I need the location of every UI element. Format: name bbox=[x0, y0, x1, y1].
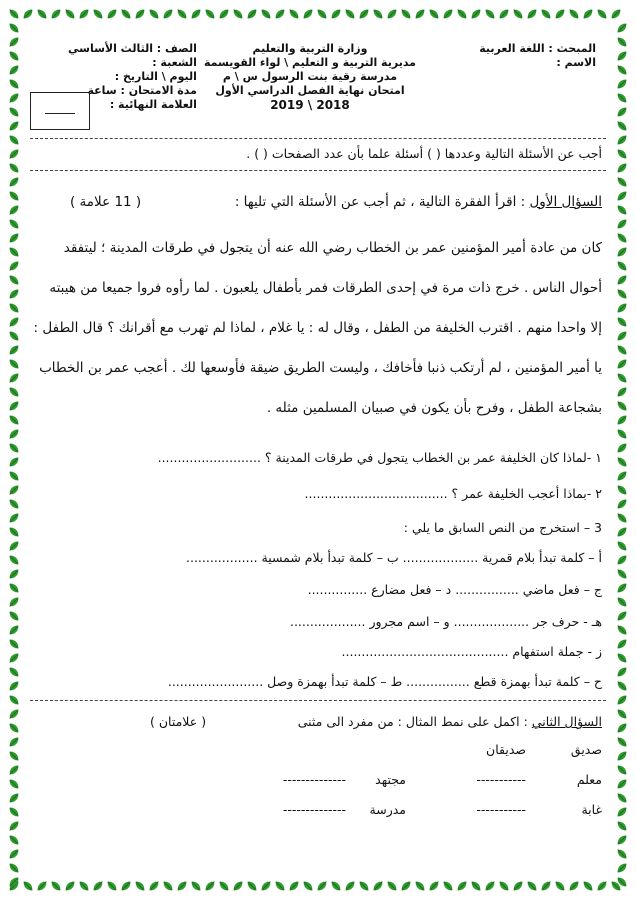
q1-title: السؤال الأول bbox=[529, 194, 602, 210]
divider bbox=[30, 700, 606, 701]
header-middle bbox=[204, 42, 416, 112]
q2-example-answer: صديقان bbox=[486, 742, 526, 757]
q2-blank: ----------- bbox=[476, 772, 526, 787]
q1-marks: ( 11 علامة ) bbox=[70, 194, 142, 210]
q1-prompt: : اقرأ الفقرة التالية ، ثم أجب عن الأسئلة التي تليها : bbox=[234, 194, 530, 210]
school-label: مدرسة رقية بنت الرسول س \ م bbox=[222, 70, 398, 83]
q2-word: معلم bbox=[576, 772, 602, 787]
ministry-label: وزارة التربية والتعليم bbox=[252, 42, 368, 55]
grade-box bbox=[30, 92, 90, 130]
instructions: أجب عن الأسئلة التالية وعددها ( ) أسئلة علما بأن عدد الصفحات ( ) . bbox=[246, 146, 602, 161]
question-3a: أ – كلمة تبدأ بلام قمرية ................... ب – كلمة تبدأ بلام شمسية .................. bbox=[186, 550, 602, 565]
question-1: ١ -لماذا كان الخليفة عمر بن الخطاب يتجول في طرقات المدينة ؟ .......................... bbox=[157, 450, 602, 465]
question-3e: هـ - حرف جر ................... و – اسم مجرور ................... bbox=[289, 614, 602, 629]
q1-header bbox=[30, 194, 602, 210]
divider bbox=[30, 170, 606, 171]
date-label: اليوم \ التاريخ : bbox=[114, 70, 197, 83]
passage-line: كان من عادة أمير المؤمنين عمر بن الخطاب رضي الله عنه أن يتجول في طرقات المدينة ؛ ليتفقد bbox=[63, 240, 602, 256]
q2-marks: ( علامتان ) bbox=[150, 714, 207, 729]
question-3: 3 – استخرج من النص السابق ما يلي : bbox=[403, 520, 602, 535]
exam-page bbox=[30, 30, 606, 870]
q2-example-word: صديق bbox=[570, 742, 602, 757]
question-3c: ج – فعل ماضي ................ د – فعل مضارع ............... bbox=[307, 582, 602, 597]
q2-word: غابة bbox=[581, 802, 602, 817]
question-2: ٢ -بماذا أعجب الخليفة عمر ؟ .................................... bbox=[304, 486, 602, 501]
q2-header bbox=[30, 714, 602, 729]
grade-label: الصف : الثالث الأساسي bbox=[68, 42, 197, 55]
subject-label: المبحث : اللغة العربية bbox=[479, 42, 596, 55]
q2-prompt: : اكمل على نمط المثال : من مفرد الى مثنى bbox=[297, 714, 532, 729]
directorate-label: مديرية التربية و التعليم \ لواء القويسمة bbox=[203, 56, 416, 69]
exam-title: امتحان نهاية الفصل الدراسي الأول bbox=[215, 84, 405, 97]
exam-year: 2018 \ 2019 bbox=[270, 98, 350, 112]
name-label: الاسم : bbox=[556, 56, 596, 69]
final-mark-label: العلامة النهائية : bbox=[109, 98, 197, 111]
q2-blank: -------------- bbox=[282, 772, 346, 787]
q2-word: مجتهد bbox=[375, 772, 406, 787]
header-right bbox=[479, 42, 596, 70]
q2-blank: -------------- bbox=[282, 802, 346, 817]
duration-label: مدة الامتحان : ساعة bbox=[87, 84, 197, 97]
q2-blank: ----------- bbox=[476, 802, 526, 817]
passage-line: إلا واحدا منهم . اقترب الخليفة من الطفل ، وقال له : يا غلام ، لماذا لم تهرب مع أقرانك ؟ قال الطفل : bbox=[33, 320, 602, 336]
q2-word: مدرسة bbox=[369, 802, 406, 817]
passage-line: بشجاعة الطفل ، وفرح بأن يكون في صبيان المسلمين مثله . bbox=[266, 400, 602, 416]
passage-line: أحوال الناس . خرج ذات مرة في إحدى الطرقات فمر بأطفال يلعبون . لما رأوه فروا جميعا من هيبته bbox=[49, 280, 602, 296]
section-label: الشعبة : bbox=[152, 56, 197, 69]
passage-line: يا أمير المؤمنين ، لم أرتكب ذنبا فأخافك ، وليست الطريق ضيقة فأوسعها لك . أعجب عمر بن الخطاب bbox=[39, 360, 602, 376]
q2-title: السؤال الثاني bbox=[531, 714, 602, 729]
divider bbox=[30, 138, 606, 139]
question-3h: ح – كلمة تبدأ بهمزة قطع ................ ط – كلمة تبدأ بهمزة وصل ........................ bbox=[167, 674, 602, 689]
question-3g: ز - جملة استفهام .......................................... bbox=[341, 644, 602, 659]
